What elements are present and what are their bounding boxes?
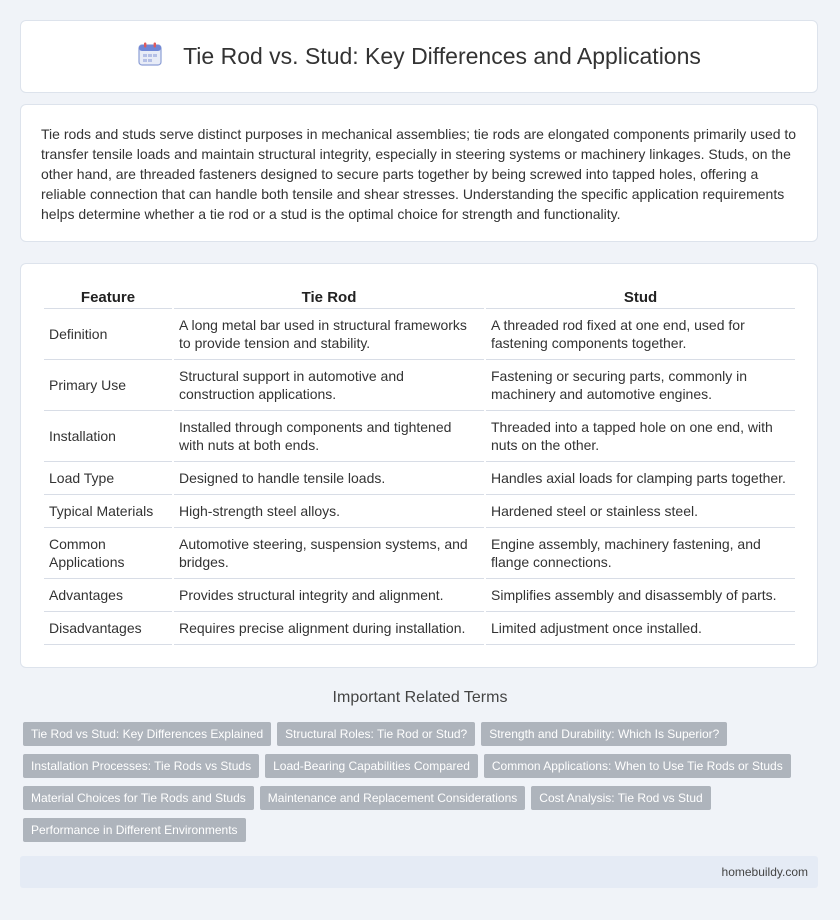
calendar-icon xyxy=(137,41,163,72)
intro-card xyxy=(20,104,818,242)
footer-site-link[interactable]: homebuildy.com xyxy=(721,865,808,879)
header-feature: Feature xyxy=(44,286,172,309)
related-term-tag[interactable]: Load-Bearing Capabilities Compared xyxy=(265,754,478,778)
stud-cell: Simplifies assembly and disassembly of parts. xyxy=(486,579,795,612)
tie-rod-cell: Requires precise alignment during installation. xyxy=(174,612,484,645)
stud-cell: Hardened steel or stainless steel. xyxy=(486,495,795,528)
feature-cell: Primary Use xyxy=(44,360,172,411)
related-terms-title: Important Related Terms xyxy=(332,689,508,706)
stud-cell: A threaded rod fixed at one end, used for fastening components together. xyxy=(486,309,795,360)
feature-cell: Load Type xyxy=(44,462,172,495)
tie-rod-cell: Provides structural integrity and alignment. xyxy=(174,579,484,612)
related-term-tag[interactable]: Common Applications: When to Use Tie Rods or Studs xyxy=(484,754,791,778)
feature-cell: Disadvantages xyxy=(44,612,172,645)
stud-cell: Handles axial loads for clamping parts together. xyxy=(486,462,795,495)
tie-rod-cell: Structural support in automotive and construction applications. xyxy=(174,360,484,411)
page-title: Tie Rod vs. Stud: Key Differences and Applications xyxy=(183,43,701,69)
feature-cell: Common Applications xyxy=(44,528,172,579)
intro-text: Tie rods and studs serve distinct purposes in mechanical assemblies; tie rods are elongated components primarily used to transfer tensile loads and maintain structural integrity, especially in steering systems or machinery linkages. Studs, on the other hand, are threaded fasteners designed to secure parts together by being screwed into tapped holes, offering a reliable connection that can handle both tensile and shear stresses. Understanding the specific application requirements helps determine whether a tie rod or a stud is the optimal choice for strength and functionality. xyxy=(41,126,797,222)
table-row xyxy=(44,360,795,411)
related-term-tag[interactable]: Cost Analysis: Tie Rod vs Stud xyxy=(531,786,710,810)
stud-cell: Engine assembly, machinery fastening, and flange connections. xyxy=(486,528,795,579)
header-card xyxy=(20,20,818,93)
table-row xyxy=(44,579,795,612)
feature-cell: Installation xyxy=(44,411,172,462)
table-row xyxy=(44,495,795,528)
related-term-tag[interactable]: Installation Processes: Tie Rods vs Studs xyxy=(23,754,259,778)
related-term-tag[interactable]: Structural Roles: Tie Rod or Stud? xyxy=(277,722,475,746)
tie-rod-cell: A long metal bar used in structural frameworks to provide tension and stability. xyxy=(174,309,484,360)
related-terms-list xyxy=(23,722,818,850)
feature-cell: Definition xyxy=(44,309,172,360)
stud-cell: Fastening or securing parts, commonly in machinery and automotive engines. xyxy=(486,360,795,411)
table-row xyxy=(44,309,795,360)
stud-cell: Threaded into a tapped hole on one end, with nuts on the other. xyxy=(486,411,795,462)
table-row xyxy=(44,612,795,645)
tie-rod-cell: Designed to handle tensile loads. xyxy=(174,462,484,495)
table-row xyxy=(44,411,795,462)
header-tie-rod: Tie Rod xyxy=(174,286,484,309)
related-term-tag[interactable]: Performance in Different Environments xyxy=(23,818,246,842)
header-stud: Stud xyxy=(486,286,795,309)
stud-cell: Limited adjustment once installed. xyxy=(486,612,795,645)
table-row xyxy=(44,462,795,495)
footer xyxy=(20,856,818,888)
table-row xyxy=(44,528,795,579)
tie-rod-cell: Installed through components and tightened with nuts at both ends. xyxy=(174,411,484,462)
tie-rod-cell: Automotive steering, suspension systems, and bridges. xyxy=(174,528,484,579)
comparison-table xyxy=(42,286,797,645)
related-term-tag[interactable]: Strength and Durability: Which Is Superior? xyxy=(481,722,727,746)
related-term-tag[interactable]: Tie Rod vs Stud: Key Differences Explained xyxy=(23,722,271,746)
feature-cell: Advantages xyxy=(44,579,172,612)
tie-rod-cell: High-strength steel alloys. xyxy=(174,495,484,528)
related-term-tag[interactable]: Maintenance and Replacement Considerations xyxy=(260,786,526,810)
table-header-row xyxy=(44,286,795,309)
related-term-tag[interactable]: Material Choices for Tie Rods and Studs xyxy=(23,786,254,810)
comparison-table-card xyxy=(20,263,818,668)
feature-cell: Typical Materials xyxy=(44,495,172,528)
